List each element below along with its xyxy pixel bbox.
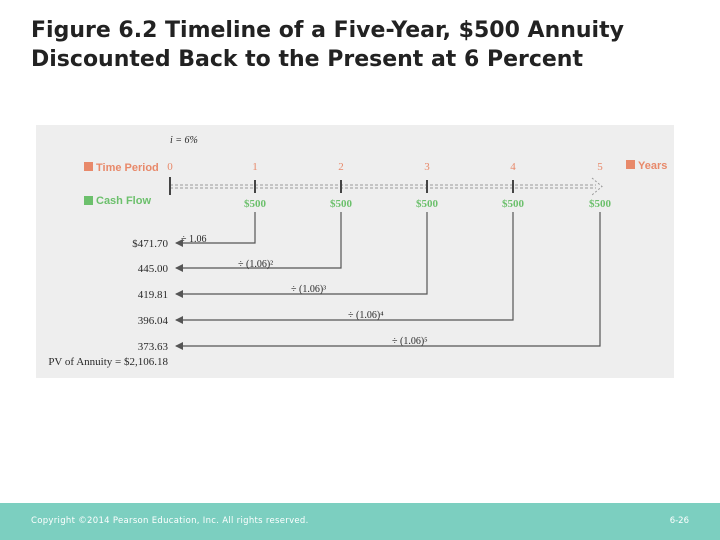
period-label: 1 <box>252 161 258 173</box>
discount-arrow <box>176 212 427 294</box>
present-value: 373.63 <box>137 341 168 353</box>
present-value: $471.70 <box>132 238 168 250</box>
years-legend-label: Years <box>638 160 668 172</box>
cash-flow-value: $500 <box>502 198 524 210</box>
cash-flow-legend-swatch <box>84 196 93 205</box>
time-period-legend-swatch <box>84 162 93 171</box>
discount-factor-label: ÷ (1.06)³ <box>291 284 327 295</box>
period-label: 3 <box>424 161 430 173</box>
discount-arrow <box>176 212 513 320</box>
discount-factor-label: ÷ (1.06)⁵ <box>392 336 428 347</box>
years-legend-swatch <box>626 160 635 169</box>
footer-bar <box>0 503 720 540</box>
pv-of-annuity-label: PV of Annuity = $2,106.18 <box>48 356 168 368</box>
cash-flow-value: $500 <box>244 198 266 210</box>
present-value: 445.00 <box>137 263 168 275</box>
timeline-diagram <box>36 125 674 378</box>
annuity-timeline-figure <box>36 125 674 378</box>
discount-factor-label: ÷ 1.06 <box>181 234 207 245</box>
period-label: 4 <box>510 161 516 173</box>
page-number: 6-26 <box>669 516 689 526</box>
period-label: 0 <box>167 161 173 173</box>
present-value: 419.81 <box>137 289 168 301</box>
time-period-legend-label: Time Period <box>96 162 159 174</box>
discount-factor-label: ÷ (1.06)⁴ <box>348 310 384 321</box>
copyright-text: Copyright ©2014 Pearson Education, Inc. All rights reserved. <box>31 516 309 526</box>
slide-title <box>31 16 711 74</box>
cash-flow-value: $500 <box>589 198 611 210</box>
timeline-axis <box>170 177 602 195</box>
discount-arrow <box>176 212 600 346</box>
discount-factor-label: ÷ (1.06)² <box>238 259 274 270</box>
cash-flow-value: $500 <box>330 198 352 210</box>
period-label: 2 <box>338 161 344 173</box>
cash-flow-value: $500 <box>416 198 438 210</box>
period-label: 5 <box>597 161 603 173</box>
title-line-1: Figure 6.2 Timeline of a Five-Year, $500 Annuity <box>31 18 624 43</box>
interest-rate-label: i = 6% <box>170 135 198 146</box>
title-line-2: Discounted Back to the Present at 6 Percent <box>31 47 583 72</box>
present-value: 396.04 <box>137 315 168 327</box>
cash-flow-legend-label: Cash Flow <box>96 195 152 207</box>
